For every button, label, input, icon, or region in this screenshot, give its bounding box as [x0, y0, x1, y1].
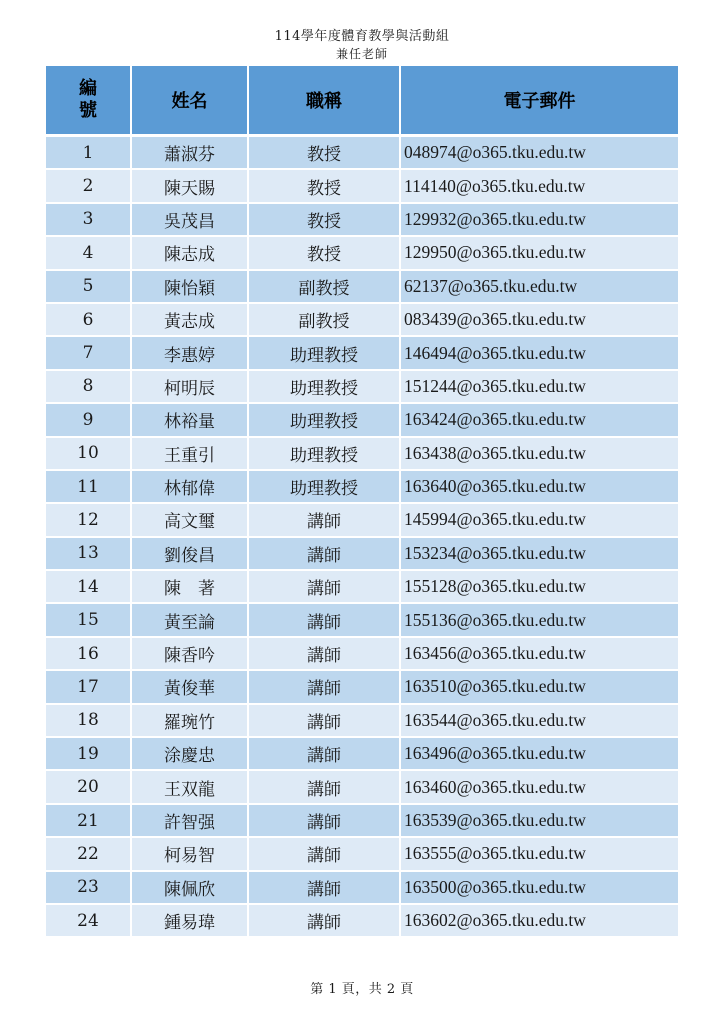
table-row [46, 204, 678, 237]
cell-name: 林郁偉 [132, 471, 249, 504]
table-row [46, 137, 678, 170]
table-row [46, 538, 678, 571]
cell-email: 163510@o365.tku.edu.tw [401, 671, 678, 704]
cell-title: 講師 [249, 838, 401, 871]
cell-number: 19 [46, 738, 132, 771]
cell-name: 黃至論 [132, 604, 249, 637]
cell-title: 講師 [249, 671, 401, 704]
cell-email: 155128@o365.tku.edu.tw [401, 571, 678, 604]
table-row [46, 237, 678, 270]
cell-name: 羅琬竹 [132, 705, 249, 738]
cell-name: 陳香吟 [132, 638, 249, 671]
cell-email: 151244@o365.tku.edu.tw [401, 371, 678, 404]
cell-email: 083439@o365.tku.edu.tw [401, 304, 678, 337]
cell-name: 林裕量 [132, 404, 249, 437]
cell-title: 副教授 [249, 304, 401, 337]
cell-email: 048974@o365.tku.edu.tw [401, 137, 678, 170]
table-row [46, 771, 678, 804]
column-header-number [46, 66, 132, 137]
cell-email: 163602@o365.tku.edu.tw [401, 905, 678, 938]
table-row [46, 638, 678, 671]
table-row [46, 404, 678, 437]
cell-title: 講師 [249, 504, 401, 537]
table-row [46, 471, 678, 504]
cell-name: 陳怡穎 [132, 271, 249, 304]
cell-name: 陳志成 [132, 237, 249, 270]
cell-number: 22 [46, 838, 132, 871]
cell-title: 助理教授 [249, 471, 401, 504]
cell-number: 6 [46, 304, 132, 337]
cell-email: 163438@o365.tku.edu.tw [401, 438, 678, 471]
cell-email: 62137@o365.tku.edu.tw [401, 271, 678, 304]
cell-number: 20 [46, 771, 132, 804]
table-row [46, 504, 678, 537]
document-subtitle: 兼任老師 [335, 47, 388, 61]
cell-title: 講師 [249, 771, 401, 804]
cell-email: 155136@o365.tku.edu.tw [401, 604, 678, 637]
cell-number: 11 [46, 471, 132, 504]
cell-email: 129950@o365.tku.edu.tw [401, 237, 678, 270]
cell-email: 129932@o365.tku.edu.tw [401, 204, 678, 237]
cell-title: 講師 [249, 872, 401, 905]
cell-number: 17 [46, 671, 132, 704]
table-row [46, 738, 678, 771]
cell-title: 助理教授 [249, 371, 401, 404]
table-row [46, 337, 678, 370]
cell-number: 24 [46, 905, 132, 938]
table-row [46, 271, 678, 304]
table-header-row [46, 66, 678, 137]
cell-email: 163544@o365.tku.edu.tw [401, 705, 678, 738]
column-header-number-label: 編號 [79, 78, 97, 121]
cell-number: 13 [46, 538, 132, 571]
cell-name: 李惠婷 [132, 337, 249, 370]
cell-number: 16 [46, 638, 132, 671]
cell-number: 7 [46, 337, 132, 370]
cell-email: 153234@o365.tku.edu.tw [401, 538, 678, 571]
cell-title: 講師 [249, 604, 401, 637]
column-header-email: 電子郵件 [401, 66, 678, 137]
table-row [46, 671, 678, 704]
cell-title: 助理教授 [249, 404, 401, 437]
cell-number: 1 [46, 137, 132, 170]
cell-name: 劉俊昌 [132, 538, 249, 571]
cell-name: 柯易智 [132, 838, 249, 871]
cell-name: 鍾易瑋 [132, 905, 249, 938]
cell-name: 陳 著 [132, 571, 249, 604]
cell-title: 講師 [249, 905, 401, 938]
document-title: 114學年度體育教學與活動組 [274, 29, 450, 44]
cell-name: 黃志成 [132, 304, 249, 337]
cell-email: 163640@o365.tku.edu.tw [401, 471, 678, 504]
cell-title: 講師 [249, 738, 401, 771]
cell-name: 陳天賜 [132, 170, 249, 203]
cell-name: 吳茂昌 [132, 204, 249, 237]
cell-title: 講師 [249, 805, 401, 838]
cell-number: 2 [46, 170, 132, 203]
table-row [46, 371, 678, 404]
cell-email: 146494@o365.tku.edu.tw [401, 337, 678, 370]
cell-name: 高文璽 [132, 504, 249, 537]
cell-email: 114140@o365.tku.edu.tw [401, 170, 678, 203]
cell-title: 教授 [249, 170, 401, 203]
table-body [46, 137, 678, 938]
cell-number: 14 [46, 571, 132, 604]
cell-email: 163539@o365.tku.edu.tw [401, 805, 678, 838]
cell-name: 涂慶忠 [132, 738, 249, 771]
cell-email: 163424@o365.tku.edu.tw [401, 404, 678, 437]
cell-email: 163456@o365.tku.edu.tw [401, 638, 678, 671]
table-row [46, 571, 678, 604]
cell-number: 3 [46, 204, 132, 237]
cell-email: 163460@o365.tku.edu.tw [401, 771, 678, 804]
cell-email: 163496@o365.tku.edu.tw [401, 738, 678, 771]
cell-name: 王双龍 [132, 771, 249, 804]
cell-name: 王重引 [132, 438, 249, 471]
cell-name: 黃俊華 [132, 671, 249, 704]
cell-number: 10 [46, 438, 132, 471]
cell-title: 講師 [249, 538, 401, 571]
table-row [46, 905, 678, 938]
cell-name: 陳佩欣 [132, 872, 249, 905]
cell-title: 助理教授 [249, 438, 401, 471]
cell-email: 163555@o365.tku.edu.tw [401, 838, 678, 871]
cell-email: 145994@o365.tku.edu.tw [401, 504, 678, 537]
column-header-name: 姓名 [132, 66, 249, 137]
cell-name: 許智强 [132, 805, 249, 838]
cell-title: 助理教授 [249, 337, 401, 370]
cell-title: 教授 [249, 204, 401, 237]
cell-number: 9 [46, 404, 132, 437]
table-row [46, 438, 678, 471]
table-row [46, 872, 678, 905]
table-row [46, 705, 678, 738]
cell-number: 12 [46, 504, 132, 537]
cell-number: 5 [46, 271, 132, 304]
cell-number: 18 [46, 705, 132, 738]
cell-number: 8 [46, 371, 132, 404]
document-header [0, 28, 724, 62]
table-row [46, 805, 678, 838]
cell-title: 講師 [249, 571, 401, 604]
column-header-title: 職稱 [249, 66, 401, 137]
table-row [46, 838, 678, 871]
cell-title: 教授 [249, 237, 401, 270]
cell-title: 講師 [249, 705, 401, 738]
table-row [46, 170, 678, 203]
cell-email: 163500@o365.tku.edu.tw [401, 872, 678, 905]
cell-title: 講師 [249, 638, 401, 671]
page-number: 第 1 頁，共 2 頁 [310, 982, 414, 997]
cell-number: 23 [46, 872, 132, 905]
cell-number: 21 [46, 805, 132, 838]
cell-title: 副教授 [249, 271, 401, 304]
cell-name: 柯明辰 [132, 371, 249, 404]
table-row [46, 304, 678, 337]
cell-name: 蕭淑芬 [132, 137, 249, 170]
cell-number: 4 [46, 237, 132, 270]
staff-table [46, 66, 678, 938]
cell-number: 15 [46, 604, 132, 637]
cell-title: 教授 [249, 137, 401, 170]
table-row [46, 604, 678, 637]
